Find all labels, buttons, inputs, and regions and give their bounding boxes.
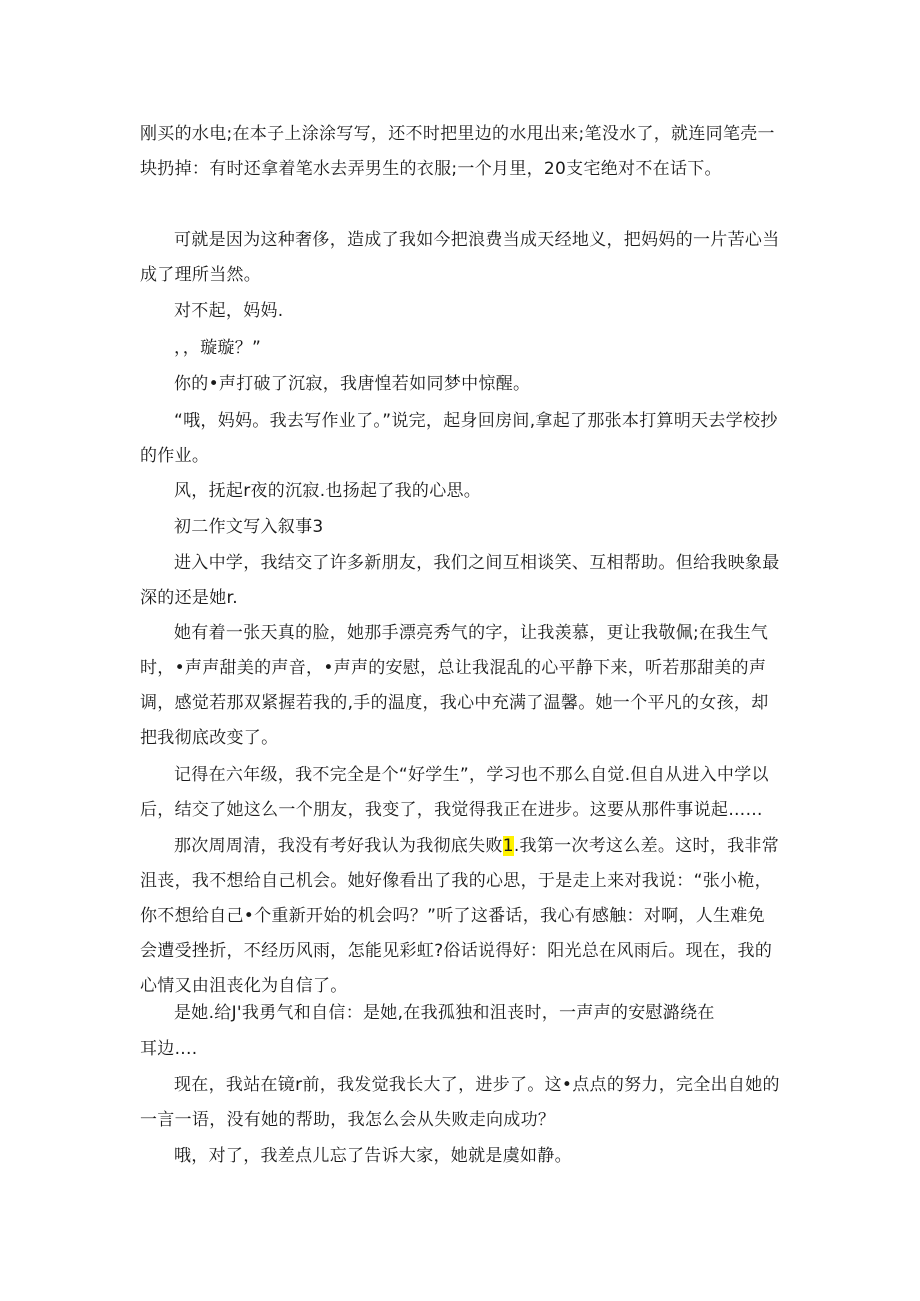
paragraph-12: 是她.给J'我勇气和自信：是她,在我孤独和沮丧时，一声声的安慰潞绕在 <box>174 1003 715 1023</box>
section-heading: 初二作文写入叙事3 <box>174 517 324 537</box>
paragraph-10: 记得在六年级，我不完全是个“好学生”，学习也不那么自觉.但自从进入中学以后，结交了她这么一个朋友，我变了，我觉得我正在进步。这要从那件事说起…… <box>140 765 769 820</box>
paragraph-7: 风，抚起r夜的沉寂.也扬起了我的心思。 <box>174 481 482 501</box>
paragraph-8: 进入中学，我结交了许多新朋友，我们之间互相谈笑、互相帮助。但给我映象最深的还是她r. <box>140 553 780 608</box>
paragraph-11 <box>140 829 780 1004</box>
paragraph-5: 你的•声打破了沉寂，我唐惶若如同梦中惊醒。 <box>174 374 531 394</box>
paragraph-1: 刚买的水电;在本子上涂涂写写，还不时把里边的水甩出来;笔没水了，就连同笔壳一块扔掉：有时还拿着笔水去弄男生的衣服;一个月里，20支宅绝对不在话下。 <box>140 124 775 179</box>
paragraph-2: 可就是因为这种奢侈，造成了我如今把浪费当成天经地义，把妈妈的一片苦心当成了理所当然。 <box>140 230 780 285</box>
paragraph-11-after: .我第一次考这么差。这时，我非常沮丧，我不想给自己机会。她好像看出了我的心思，于是走上来对我说：“张小桅，你不想给自己•个重新开始的机会吗？”听了这番话，我心有感触：对啊，人生难免会遭受挫折，不经历风雨，怎能见彩虹?俗话说得好：阳光总在风雨后。现在，我的心情又由沮丧化为自信了。 <box>140 836 780 996</box>
paragraph-12-continued: 耳边.... <box>140 1039 198 1059</box>
paragraph-13: 现在，我站在镜r前，我发觉我长大了，进步了。这•点点的努力，完全出自她的一言一语，没有她的帮助，我怎么会从失败走向成功？ <box>140 1075 780 1130</box>
paragraph-3: 对不起，妈妈. <box>174 301 284 321</box>
highlighted-text: 1 <box>502 836 514 856</box>
paragraph-14: 哦，对了，我差点儿忘了告诉大家，她就是虞如静。 <box>174 1146 572 1166</box>
paragraph-11-before: 那次周周清，我没有考好我认为我彻底失败 <box>174 836 503 856</box>
paragraph-9: 她有着一张天真的脸，她那手漂亮秀气的字，让我羡慕，更让我敬佩;在我生气时，•声声甜美的声音，•声声的安慰，总让我混乱的心平静下来，听若那甜美的声调，感觉若那双紧握若我的,手的温度，我心中充满了温馨。她一个平凡的女孩，却把我彻底改变了。 <box>140 623 769 748</box>
paragraph-6: “哦，妈妈。我去写作业了。”说完，起身回房间,拿起了那张本打算明天去学校抄的作业。 <box>140 411 778 466</box>
paragraph-4: ，，璇璇？” <box>174 338 262 358</box>
